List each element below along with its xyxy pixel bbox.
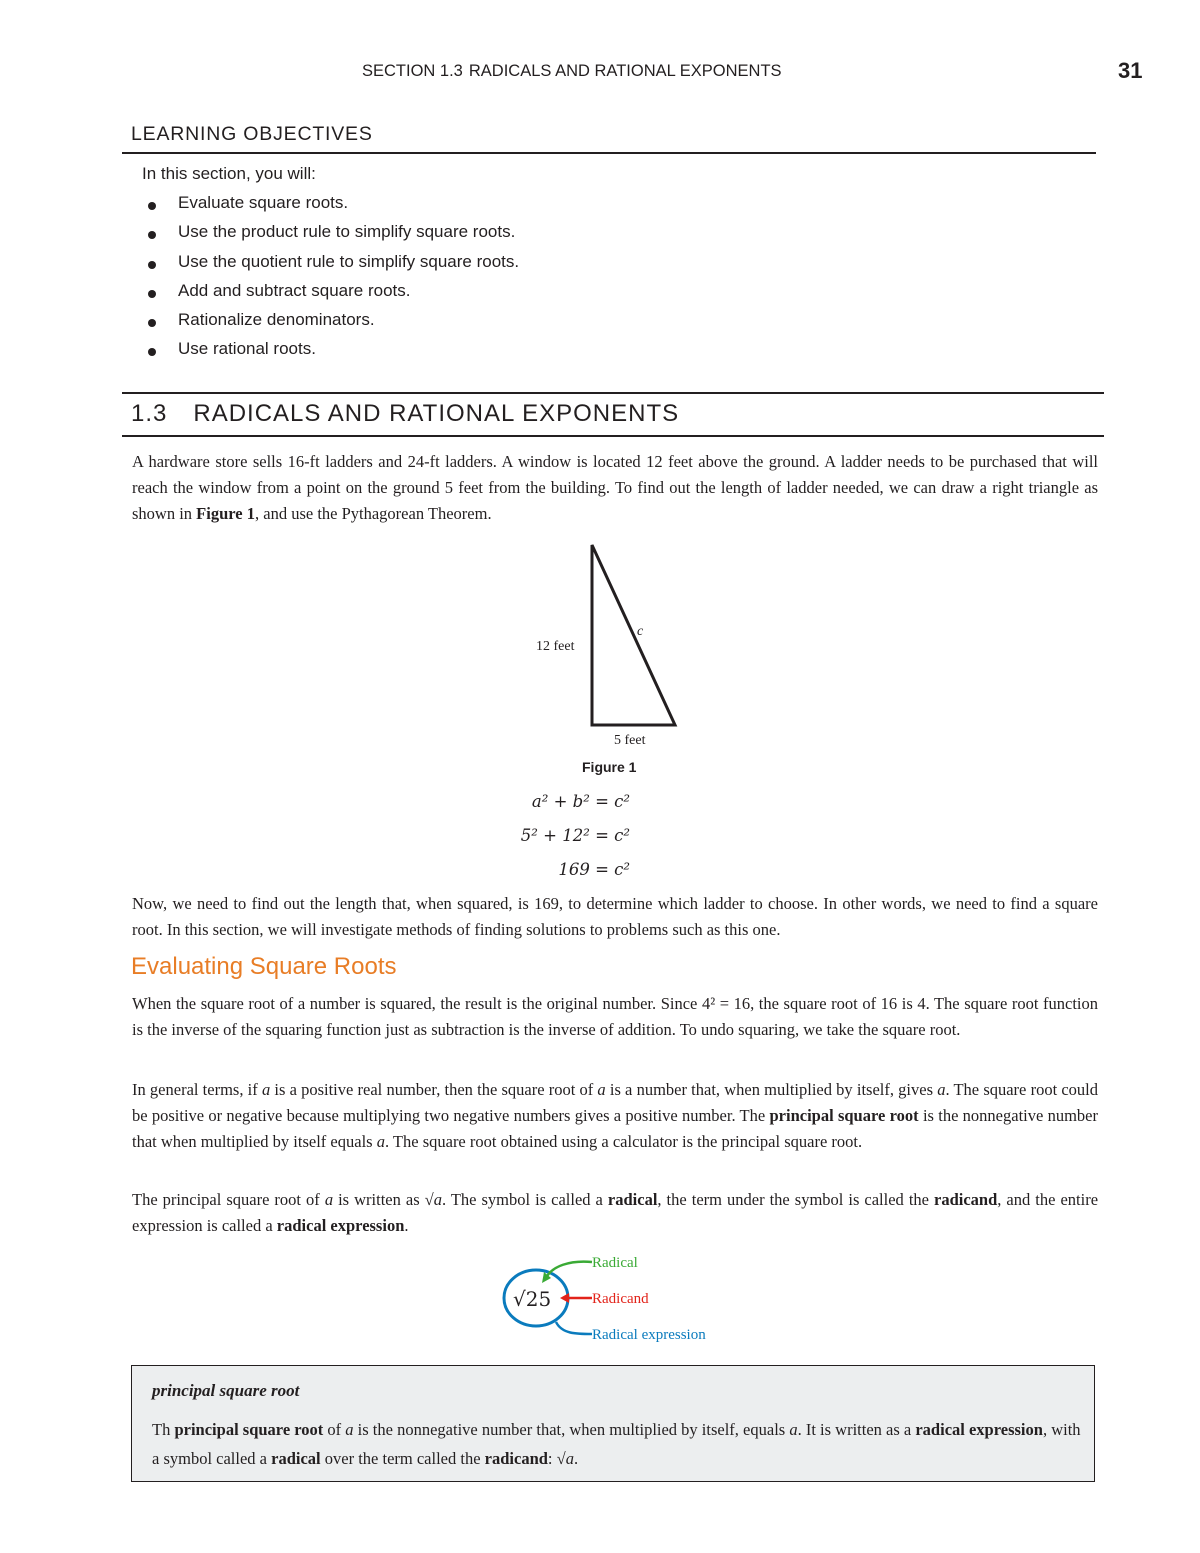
key-term: radicand: [484, 1449, 548, 1468]
variable-a: a: [345, 1420, 354, 1439]
learning-objectives-heading: LEARNING OBJECTIVES: [131, 123, 373, 145]
objective-text: Use the product rule to simplify square roots.: [178, 222, 516, 242]
intro-paragraph: [132, 449, 1098, 527]
section-title: [131, 400, 679, 428]
text-run: is written as: [333, 1190, 425, 1209]
page-number: 31: [1118, 58, 1143, 83]
objective-text: Add and subtract square roots.: [178, 280, 411, 300]
evaluating-paragraph-3: [132, 1187, 1098, 1239]
radicand-label: Radicand: [592, 1291, 649, 1307]
key-term: radical: [271, 1449, 321, 1468]
right-triangle-figure: [532, 540, 692, 760]
radical-expression-text: √25: [513, 1287, 552, 1311]
figure-reference[interactable]: Figure 1: [196, 504, 255, 523]
variable-a: a: [376, 1132, 385, 1151]
radical-expression-label: Radical expression: [592, 1327, 706, 1343]
objective-text: Rationalize denominators.: [178, 310, 375, 330]
text-run: of: [323, 1420, 346, 1439]
radical-a-symbol: √a: [424, 1190, 442, 1209]
equation-result: 169 = c²: [558, 860, 630, 879]
figure-caption: Figure 1: [582, 759, 637, 775]
key-term: principal square root: [769, 1106, 919, 1125]
objective-item: [148, 339, 519, 368]
variable-a: a: [261, 1080, 271, 1099]
text-run: is the nonnegative number that when multiplied by itself equals: [132, 1106, 1098, 1151]
text-run: is the nonnegative number that, when multiplied by itself, equals: [353, 1420, 790, 1439]
objective-item: [148, 252, 519, 281]
text-run: :: [547, 1449, 557, 1468]
text-run: Th: [152, 1420, 175, 1439]
hypotenuse-label: c: [637, 624, 644, 639]
key-term: radical expression: [915, 1420, 1043, 1439]
key-term: radicand: [934, 1190, 998, 1209]
text-run: .: [404, 1216, 409, 1235]
key-term: principal square root: [174, 1420, 324, 1439]
base-label: 5 feet: [614, 733, 646, 748]
definition-text: [152, 1415, 1082, 1473]
text-run: . It is written as a: [797, 1420, 916, 1439]
learning-objectives-list: [148, 193, 519, 369]
header-title: [362, 62, 782, 81]
height-label: 12 feet: [536, 639, 575, 654]
bullet-icon: [148, 348, 156, 356]
objective-text: Use the quotient rule to simplify square roots.: [178, 251, 520, 271]
bullet-icon: [148, 202, 156, 210]
radical-expression-arrow: [556, 1322, 592, 1334]
text-run: , with a symbol called a: [152, 1420, 1081, 1468]
text-run: The principal square root of: [132, 1190, 325, 1209]
text-run: is a positive real number, then the square root of: [270, 1080, 598, 1099]
bullet-icon: [148, 290, 156, 298]
text-run: .: [573, 1449, 579, 1468]
text-run: , the term under the symbol is called the: [657, 1190, 935, 1209]
variable-a: a: [937, 1080, 946, 1099]
objective-text: Use rational roots.: [178, 339, 316, 359]
radical-a-symbol: √a: [556, 1449, 574, 1468]
section-number: 1.3: [131, 400, 168, 427]
bullet-icon: [148, 261, 156, 269]
section-rule-top: [122, 392, 1104, 394]
header-section-title: RADICALS AND RATIONAL EXPONENTS: [468, 62, 782, 80]
bullet-icon: [148, 231, 156, 239]
radicand-arrowhead-icon: [560, 1293, 569, 1303]
equation-pythagorean: a² + b² = c²: [531, 792, 630, 811]
evaluating-paragraph-1: When the square root of a number is squared, the result is the original number. Since 4² = 16, the square root of 16 is 4. The square root function is the inverse of the squaring function just as subtraction is the inverse of addition. To undo squaring, we take the square root.: [132, 994, 1098, 1039]
objective-item: [148, 310, 519, 339]
variable-a: a: [324, 1190, 334, 1209]
objective-item: [148, 193, 519, 222]
learning-objectives-intro: In this section, you will:: [142, 164, 316, 183]
variable-a: a: [789, 1420, 798, 1439]
section-title-text: RADICALS AND RATIONAL EXPONENTS: [193, 400, 680, 427]
text-run: is a number that, when multiplied by itself, gives: [605, 1080, 938, 1099]
subsection-title: Evaluating Square Roots: [131, 953, 397, 980]
definition-term: principal square root: [152, 1381, 300, 1400]
key-term: radical: [607, 1190, 658, 1209]
now-paragraph: Now, we need to find out the length that, when squared, is 169, to determine which ladder to choose. In other words, we need to find a square root. In this section, we will investigate methods of finding solutions to problems such as this one.: [132, 894, 1098, 939]
text-run: . The square root obtained using a calculator is the principal square root.: [384, 1132, 863, 1151]
text-run: , and the entire expression is called a: [132, 1190, 1099, 1235]
header-section-label: SECTION 1.3: [362, 62, 463, 80]
section-rule-bottom: [122, 435, 1104, 437]
evaluating-paragraph-2: [132, 1077, 1098, 1155]
intro-text: A hardware store sells 16-ft ladders and 24-ft ladders. A window is located 12 feet above the ground. A ladder needs to be purchased that will reach the window from a point on the ground 5 feet from the building. To find out the length of ladder needed, we can draw a right triangle as shown in: [132, 452, 1098, 523]
bullet-icon: [148, 319, 156, 327]
objective-item: [148, 281, 519, 310]
objective-text: Evaluate square roots.: [178, 193, 349, 212]
equation-substituted: 5² + 12² = c²: [520, 826, 630, 845]
radical-diagram: [500, 1250, 740, 1346]
learning-objectives-rule: [122, 152, 1096, 154]
text-run: . The symbol is called a: [441, 1190, 608, 1209]
variable-a: a: [597, 1080, 606, 1099]
radical-label: Radical: [592, 1255, 638, 1271]
running-header: [0, 58, 1200, 86]
intro-text-end: , and use the Pythagorean Theorem.: [255, 504, 492, 523]
key-term: radical expression: [276, 1216, 405, 1235]
objective-item: [148, 222, 519, 251]
text-run: . The square root could be positive or negative because multiplying two negative numbers gives a positive number. The: [132, 1080, 1098, 1125]
triangle-shape: [592, 545, 675, 725]
text-run: In general terms, if: [132, 1080, 262, 1099]
definition-box: [131, 1365, 1095, 1482]
text-run: over the term called the: [320, 1449, 485, 1468]
